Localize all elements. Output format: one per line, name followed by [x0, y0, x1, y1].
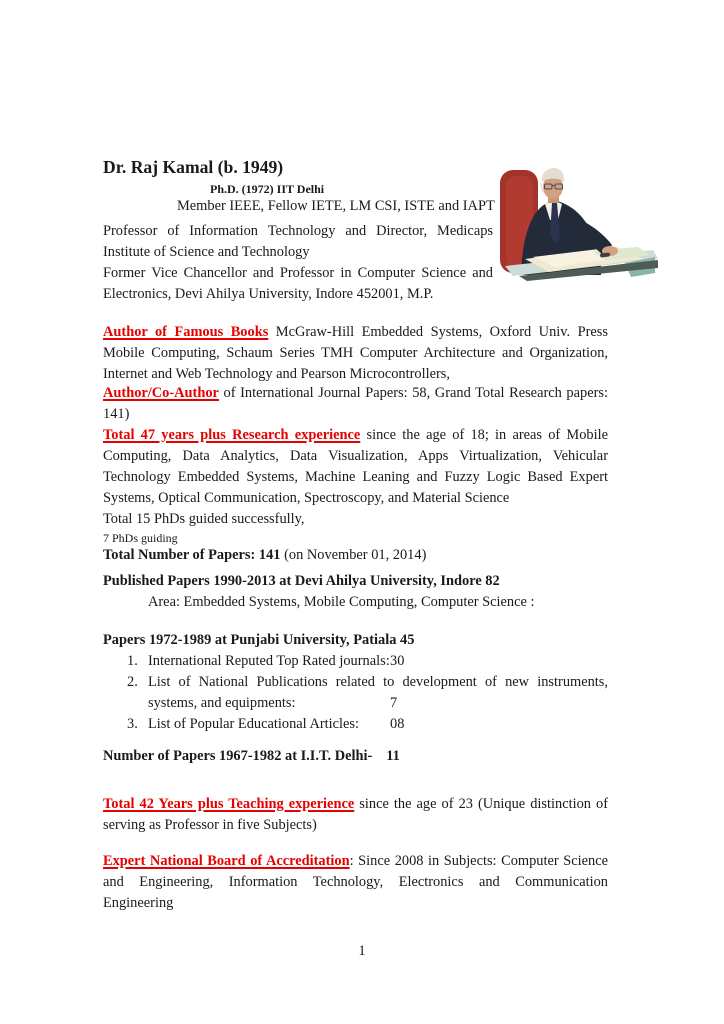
list-item-text-continued: systems, and equipments:	[148, 695, 296, 711]
list-item-text: List of Popular Educational Articles:	[148, 716, 360, 732]
page-title: Dr. Raj Kamal (b. 1949)	[103, 157, 284, 177]
list-item-value: 08	[390, 716, 405, 732]
books-text: McGraw-Hill Embedded Systems, Oxford Univ. Press Mobile Computing, Schaum Series TMH Computer Architecture and Organization, Internet and Web Technology and Pearson Microcontrollers,	[103, 324, 608, 382]
portrait-photo	[497, 167, 659, 281]
list-item	[103, 651, 608, 672]
page-number: 1	[358, 943, 366, 959]
list-item-text: List of National Publications related to development of new instruments,	[148, 674, 608, 690]
degree-line: Ph.D. (1972) IIT Delhi	[210, 182, 325, 196]
phd-guiding-line: 7 PhDs guiding	[103, 531, 178, 545]
research-heading: Total 47 years plus Research experience	[103, 427, 361, 443]
teaching-heading: Total 42 Years plus Teaching experience	[103, 796, 355, 812]
research-text: since the age of 18; in areas of Mobile Computing, Data Analytics, Data Visualization, Apps Virtualization, Vehicular Technology Embedded Systems, Machine Leaning and Fuzzy Logic Based Expert Systems, Optical Communication, Spectroscopy, and Material Science	[103, 427, 608, 506]
list-item-value: 30	[390, 653, 405, 669]
iit-papers-value: 11	[386, 748, 400, 764]
punjabi-section	[103, 630, 608, 735]
former-position-paragraph: Former Vice Chancellor and Professor in Computer Science and Electronics, Devi Ahilya University, Indore 452001, M.P.	[103, 265, 493, 302]
iit-papers-line	[103, 746, 608, 767]
published-dau-section	[103, 571, 608, 613]
current-position-paragraph: Professor of Information Technology and Director, Medicaps Institute of Science and Technology	[103, 223, 493, 260]
list-item-number: 2.	[127, 674, 138, 690]
books-paragraph	[103, 322, 608, 385]
books-heading: Author of Famous Books	[103, 324, 269, 340]
teaching-text: since the age of 23 (Unique distinction of serving as Professor in five Subjects)	[103, 796, 609, 833]
total-papers-date: (on November 01, 2014)	[280, 547, 427, 563]
memberships-line: Member IEEE, Fellow IETE, LM CSI, ISTE and IAPT	[177, 198, 495, 214]
published-dau-area: Area: Embedded Systems, Mobile Computing, Computer Science :	[148, 594, 535, 610]
intro-paragraphs	[103, 221, 493, 305]
list-item	[103, 714, 608, 735]
teaching-paragraph	[103, 794, 608, 836]
coauthor-text: of International Journal Papers: 58, Grand Total Research papers: 141)	[103, 385, 608, 422]
coauthor-heading: Author/Co-Author	[103, 385, 219, 401]
total-papers-bold: Total Number of Papers: 141	[103, 547, 281, 563]
phd-guided-line: Total 15 PhDs guided successfully,	[103, 511, 305, 527]
accreditation-text: : Since 2008 in Subjects: Computer Science and Engineering, Information Technology, Electronics and Communication Engineering	[103, 853, 608, 911]
published-dau-heading: Published Papers 1990-2013 at Devi Ahilya University, Indore 82	[103, 573, 500, 589]
iit-papers-text: Number of Papers 1967-1982 at I.I.T. Delhi-	[103, 748, 373, 764]
list-item-number: 1.	[127, 653, 138, 669]
accreditation-heading: Expert National Board of Accreditation	[103, 853, 350, 869]
accreditation-paragraph	[103, 851, 608, 914]
list-item	[103, 672, 608, 714]
punjabi-heading: Papers 1972-1989 at Punjabi University, Patiala 45	[103, 632, 415, 648]
list-item-text: International Reputed Top Rated journals:	[148, 653, 390, 669]
research-paragraph	[103, 425, 608, 509]
research-section	[103, 425, 608, 547]
total-papers-line	[103, 545, 608, 566]
coauthor-paragraph	[103, 383, 608, 425]
list-item-number: 3.	[127, 716, 138, 732]
list-item-value: 7	[390, 695, 398, 711]
